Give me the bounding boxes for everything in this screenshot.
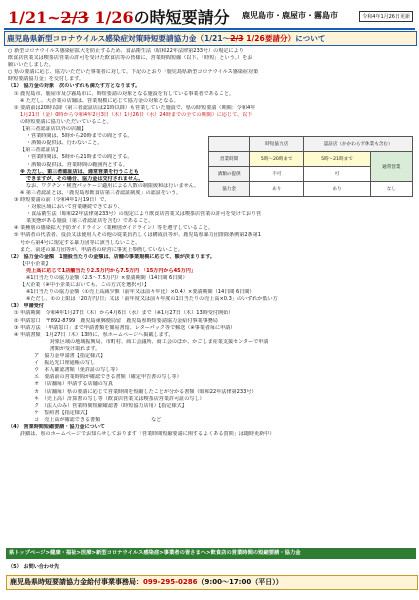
application-line: ④ 申請書類 1月27日（木）13時に、県ホームページへ掲載します。 <box>14 331 174 338</box>
cell: なし <box>370 182 412 197</box>
contact-name: 鹿児島県時短要請協力金給付事業事務局： <box>10 578 143 586</box>
col-time-shortened: 時短協力店 <box>250 137 304 152</box>
banner-new-date: 1/26要請分） <box>243 34 296 43</box>
amount-line: 【大企業（※中小企業においても、この方式を選択可）】 <box>20 282 150 289</box>
update-date: 令和4年1月26日更新 <box>359 11 413 22</box>
document-item: ア 協力金申請書【指定様式】 <box>34 353 106 360</box>
s1-item: 号から第4号に規定する暴力団等に該当しないこと。 <box>20 239 141 246</box>
s1-item: ② 要請前は20時以降（第三者認証店は21時以降）も営業していた施設で、県の時短要請（期間：令和4年 <box>14 104 256 111</box>
banner-struck-date: 2/3 <box>230 34 244 43</box>
intro-line: ○ 県の要請に応じ、協力いただいた事業者に対して、下記のとおり「鹿児島県新型コロナウイルス感染症対策 <box>8 69 259 76</box>
s1-item: ① 鹿児島市、鹿屋市及び霧島市に、時短要請の対象となる施設を有している事業者であること。 <box>14 90 235 97</box>
document-item: カ （店舗毎）県の要請に応じて営業時間を短縮したことが分かる書類（昭和22年法律第233号） <box>34 388 257 395</box>
contact-box <box>6 575 418 590</box>
s1-item: 業実態がある施設（第三者認証店を含む）であること。 <box>26 218 154 225</box>
section-4-heading: （4） 営業時間短縮要請・協力金について <box>8 423 105 430</box>
document-item: ウ 本人確認書類（免許証の写し等） <box>34 367 121 374</box>
non-certified-heading: 【第三者認証店以外の店舗】 <box>20 126 87 133</box>
document-item: ク （法人のみ）営業時間短縮確認書（時短協力店用）【指定様式】 <box>34 402 187 409</box>
breadcrumb-link[interactable]: 県トップページ>健康・福祉>医療>新型コロナウイルス感染症>事業者の皆さまへ>飲食店の営業時間の短縮要請・協力金 <box>6 548 416 559</box>
application-line: ② 申請窓口 〒892-8799 鹿児島東郵便局留 鹿児島県時短要請協力金給付事業事務局 <box>14 317 218 324</box>
application-line: 対象区域の地域振興局、市町村、商工会議所、商工会のほか、かごしま産業支援センターで申請 <box>14 338 269 345</box>
certified-note: なお、ワクチン・検査パッケージ適用による人数の制限緩和は行いません。 <box>26 182 200 189</box>
row-label: 営業時間 <box>209 152 250 167</box>
document-item: イ 振込先口座通帳の写し <box>34 360 96 367</box>
title-dates: 1/21~ <box>8 8 61 27</box>
amount-line: ※ただし、①の上限は「20万円/日」又は「前年度又は前々年度の1日当たりの売上高×0.3」のいずれか低い方 <box>26 296 278 303</box>
s1-item: ・対象区域において営業継続できており、 <box>26 204 123 211</box>
application-line: ③ 申請方法 「申請窓口」まで申請書類を簡易書留、レターパック等で郵送（※事業者毎に申請） <box>14 324 236 331</box>
row-label: 協力金 <box>209 182 250 197</box>
certified-heading: 【第三者認証店】 <box>20 147 61 154</box>
target-areas: 鹿児島市・鹿屋市・霧島市 <box>242 11 338 20</box>
document-item: エ 要請前の営業時間が確認できる書類（確定申告書の写し等） <box>34 374 182 381</box>
certified-note: できますが、その場合、協力金は交付されません。 <box>26 175 144 182</box>
section-5-heading: （5） お問い合わせ先 <box>8 564 60 570</box>
cell: 可 <box>304 167 370 182</box>
intro-line: 飲食店営業又は喫茶店営業の許可を受けた飲食店等の皆様に、営業時間短縮（以下、「時短」という。）をお <box>8 55 253 62</box>
contact-phone[interactable]: 099-295-0286 <box>143 578 198 586</box>
section-2-heading: （2） 協力金の金額 1施設当たりの金額は、店舗の事業規模に応じて、額が決まります。 <box>8 253 216 260</box>
cell: 通常営業 <box>370 152 412 182</box>
intro-line: 願いいたしました。 <box>8 62 54 69</box>
cell: あり <box>304 182 370 197</box>
contact-hours: （9:00～17:00（平日）） <box>197 578 283 586</box>
certified-rule: ・営業時間は、5時から21時までの間とする。 <box>26 154 133 161</box>
intro-line: 時短要請協力金」を交付します。 <box>8 76 84 83</box>
faq-line[interactable]: 詳細は、県のホームページでお知らせしております「営業時間短縮要請に関するよくある質問」は随時更新中） <box>20 431 275 438</box>
certified-rule: ・酒類の提供は、営業時間の範囲内とする。 <box>26 161 128 168</box>
amount-line: ※1日当たりの協力金額（①売上高減少額（前年又は前々年比）×0.4）×要請期間（14日間 6日間） <box>26 289 255 296</box>
application-line: 書類が受け取れます。 <box>14 345 101 352</box>
cell: 不可 <box>250 167 304 182</box>
page-title <box>8 5 230 28</box>
banner-tail: について <box>295 34 326 43</box>
amount-line: ※1日当たりの協力金額（2.5～7.5万円）×要請期間（14日間 6日間） <box>26 275 188 281</box>
cell: 5時～21時まで <box>304 152 370 167</box>
s1-item: また、前述の暴力団等が、申請者の経営に事実上参画していないこと。 <box>20 246 184 253</box>
table-corner <box>209 137 250 152</box>
sme-heading: 【中小企業】 <box>20 260 51 267</box>
title-dates-struck: 2/3 <box>60 8 89 27</box>
col-certified: 認証店（かかわらず休業も含む） <box>304 137 413 152</box>
document-item: オ （店舗毎）申請する店舗の写真 <box>34 381 113 388</box>
banner-text: 鹿児島県新型コロナウイルス感染症対策時短要請協力金（1/21～ <box>7 34 231 43</box>
row-label: 酒類の提供 <box>209 167 250 182</box>
s1-item: ・食品衛生法（昭和22年法律第233号）の規定により飲食店営業又は喫茶店営業の許可を受けており営 <box>26 211 262 218</box>
certified-note: ※ 第三者認証とは、「鹿児島県飲食店第三者認証制度」の認証をいう。 <box>20 189 182 196</box>
s1-item: ⑤ 申請者の代表者、役員又は使用人その他の従業員若しくは構成員等が、鹿児島県暴力団排除条例第2条第1 <box>14 232 261 239</box>
non-certified-rule: ・営業時間は、5時から20時までの間とする。 <box>26 133 133 140</box>
document-item: コ 売上高が確認できる書類 など <box>34 416 162 423</box>
intro-line: ○ 新型コロナウイルス感染症拡大を防止するため、食品衛生法（昭和22年法律第233号）の規定により <box>8 48 244 54</box>
section-3-heading: （3） 申請受付 <box>8 303 44 310</box>
program-banner <box>4 31 417 46</box>
s1-item: ④ 業種別の感染拡大予防ガイドライン（業種別ガイドライン）等を遵守していること。 <box>14 225 214 232</box>
s1-item: 1月21日（金）0時から令和4年2月3日（木）1月26日（水）24時までの全ての期間）に応じて、以下 <box>20 111 253 118</box>
document-item: ケ 誓約書【指定様式】 <box>34 409 91 416</box>
s1-item: ③ 時短要請の前（令和4年1月19日）で、 <box>14 196 110 203</box>
section-1-heading: （1） 協力金の対象 次のいずれも満たす方となります。 <box>8 83 141 90</box>
amount-line: 売上高に応じて1店舗当たり2.5万円から7.5万円 「15万円から45万円」 <box>26 267 196 274</box>
s1-item: ※ ただし、大企業の店舗は、営業規模に応じて協力金の対象となる。 <box>20 97 179 104</box>
cell: 5時～20時まで <box>250 152 304 167</box>
cell: あり <box>250 182 304 197</box>
document-item: キ （売上高）計算書の写し等（飲食店営業又は喫茶店営業許可証の写し） <box>34 395 205 402</box>
certified-note: ※ ただし、第三者認証店は、通常営業を行うことも <box>20 168 139 175</box>
main-content <box>8 48 412 438</box>
title-dates-new: 1/26 <box>88 8 134 27</box>
page-header <box>4 4 415 30</box>
s1-item: の時短要請に協力いただいていること。 <box>20 118 112 125</box>
non-certified-rule: ・酒類の提供は、行わないこと。 <box>26 140 103 147</box>
requirements-table <box>208 136 413 197</box>
application-line: ① 申請期間 令和4年1月27日（木）から4月6日（水）まで（※1月27日（木）13時受付開始） <box>14 310 234 317</box>
title-suffix: の時短要請分 <box>133 8 230 27</box>
